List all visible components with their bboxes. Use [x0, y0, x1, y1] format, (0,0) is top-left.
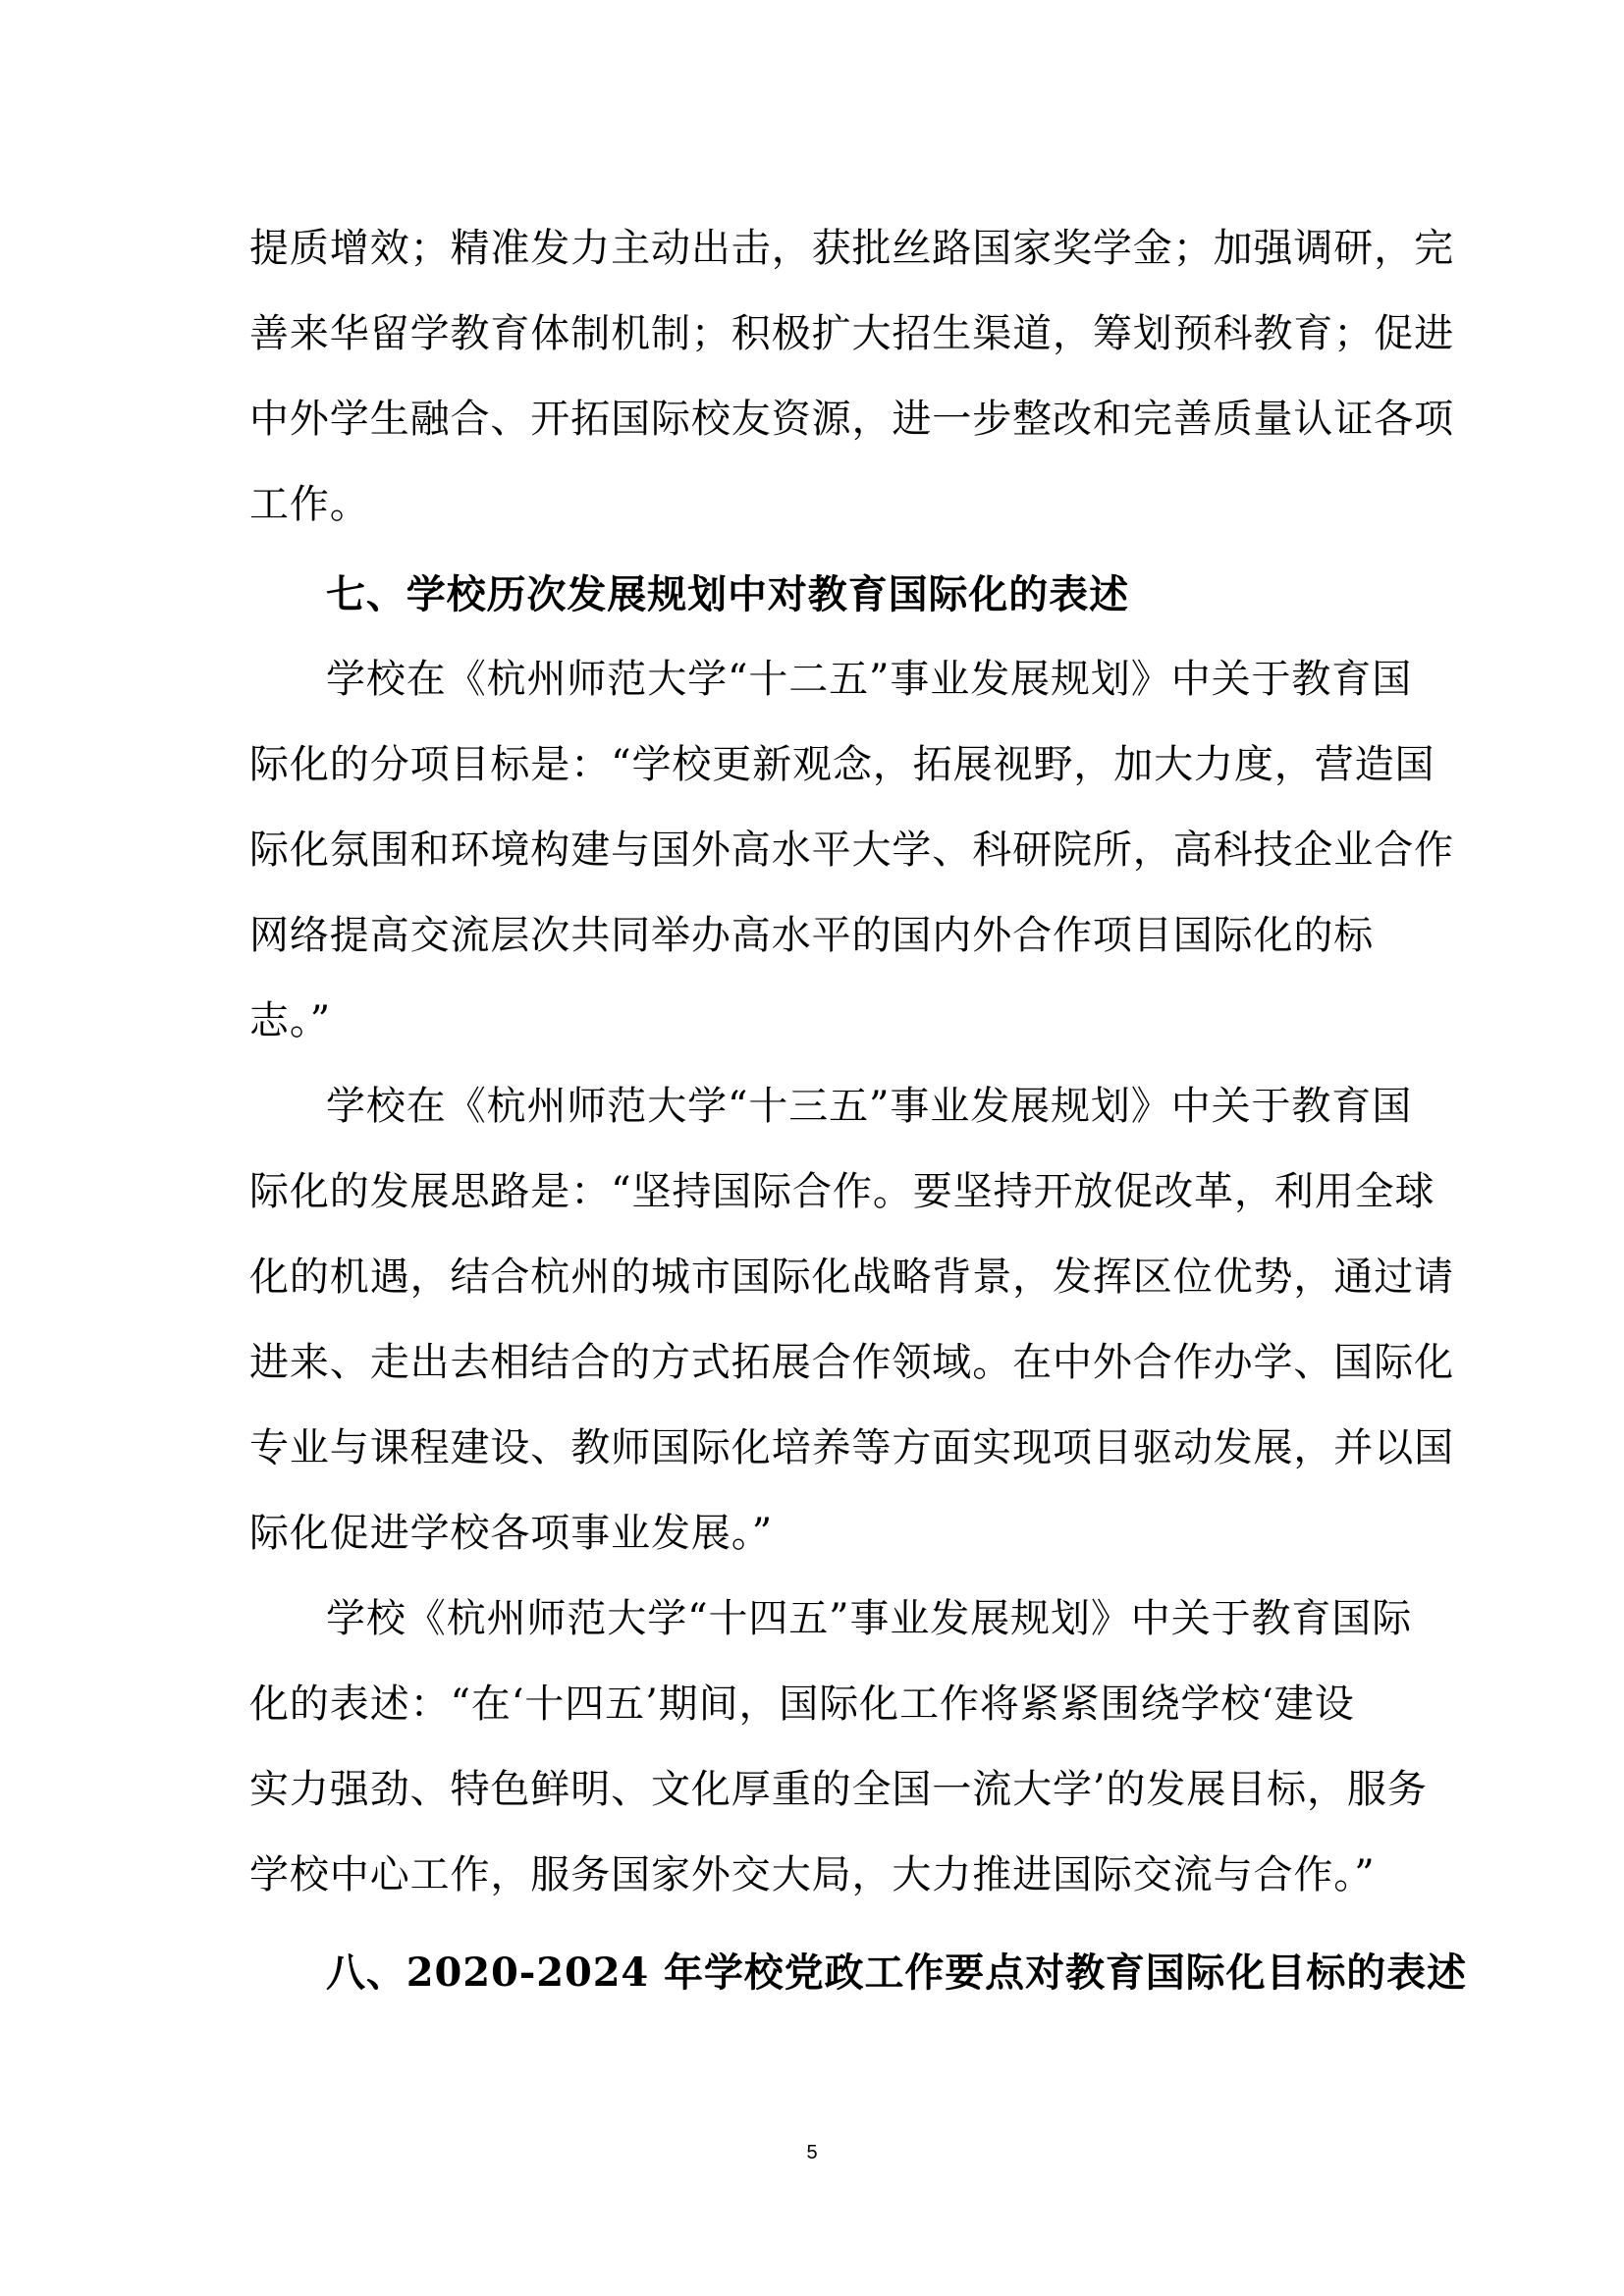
text-line: 善来华留学教育体制机制；积极扩大招生渠道，筹划预科教育；促进	[249, 311, 1454, 356]
section-heading-7	[249, 552, 1386, 637]
page-number: 5	[806, 2142, 818, 2163]
text-line: 学校《杭州师范大学“十四五”事业发展规划》中关于教育国际	[326, 1596, 1413, 1641]
text-line: 志。”	[249, 998, 332, 1043]
text-line: 际化促进学校各项事业发展。”	[249, 1511, 774, 1556]
text-line: 提质增效；精准发力主动出击，获批丝路国家奖学金；加强调研，完	[249, 226, 1454, 271]
text-line: 实力强劲、特色鲜明、文化厚重的全国一流大学’的发展目标，服务	[249, 1767, 1428, 1812]
text-line: 中外学生融合、开拓国际校友资源，进一步整改和完善质量认证各项	[249, 397, 1454, 442]
section-heading-8	[249, 1930, 1467, 2015]
heading-text: 八、2020-2024 年学校党政工作要点对教育国际化目标的表述	[326, 1949, 1467, 1996]
paragraph-12th-plan	[249, 637, 1454, 1064]
text-line: 际化氛围和环境构建与国外高水平大学、科研院所，高科技企业合作	[249, 828, 1454, 873]
text-line: 学校中心工作，服务国家外交大局，大力推进国际交流与合作。”	[249, 1852, 1376, 1897]
text-line: 工作。	[249, 482, 370, 527]
text-line: 际化的分项目标是：“学校更新观念，拓展视野，加大力度，营造国	[249, 742, 1435, 787]
text-line: 学校在《杭州师范大学“十二五”事业发展规划》中关于教育国	[326, 657, 1413, 702]
text-line: 专业与课程建设、教师国际化培养等方面实现项目驱动发展，并以国	[249, 1425, 1454, 1470]
paragraph-13th-plan	[249, 1064, 1454, 1576]
document-body	[249, 206, 1467, 2015]
text-line: 化的机遇，结合杭州的城市国际化战略背景，发挥区位优势，通过请	[249, 1255, 1454, 1300]
paragraph-14th-plan	[249, 1576, 1428, 1918]
text-line: 际化的发展思路是：“坚持国际合作。要坚持开放促改革，利用全球	[249, 1169, 1435, 1214]
text-line: 网络提高交流层次共同举办高水平的国内外合作项目国际化的标	[249, 913, 1375, 958]
text-line: 学校在《杭州师范大学“十三五”事业发展规划》中关于教育国	[326, 1084, 1413, 1129]
heading-text: 七、学校历次发展规划中对教育国际化的表述	[326, 571, 1129, 617]
text-line: 进来、走出去相结合的方式拓展合作领域。在中外合作办学、国际化	[249, 1340, 1454, 1385]
text-line: 化的表述：“在‘十四五’期间，国际化工作将紧紧围绕学校‘建设	[249, 1682, 1355, 1727]
paragraph-continued	[249, 206, 1454, 548]
